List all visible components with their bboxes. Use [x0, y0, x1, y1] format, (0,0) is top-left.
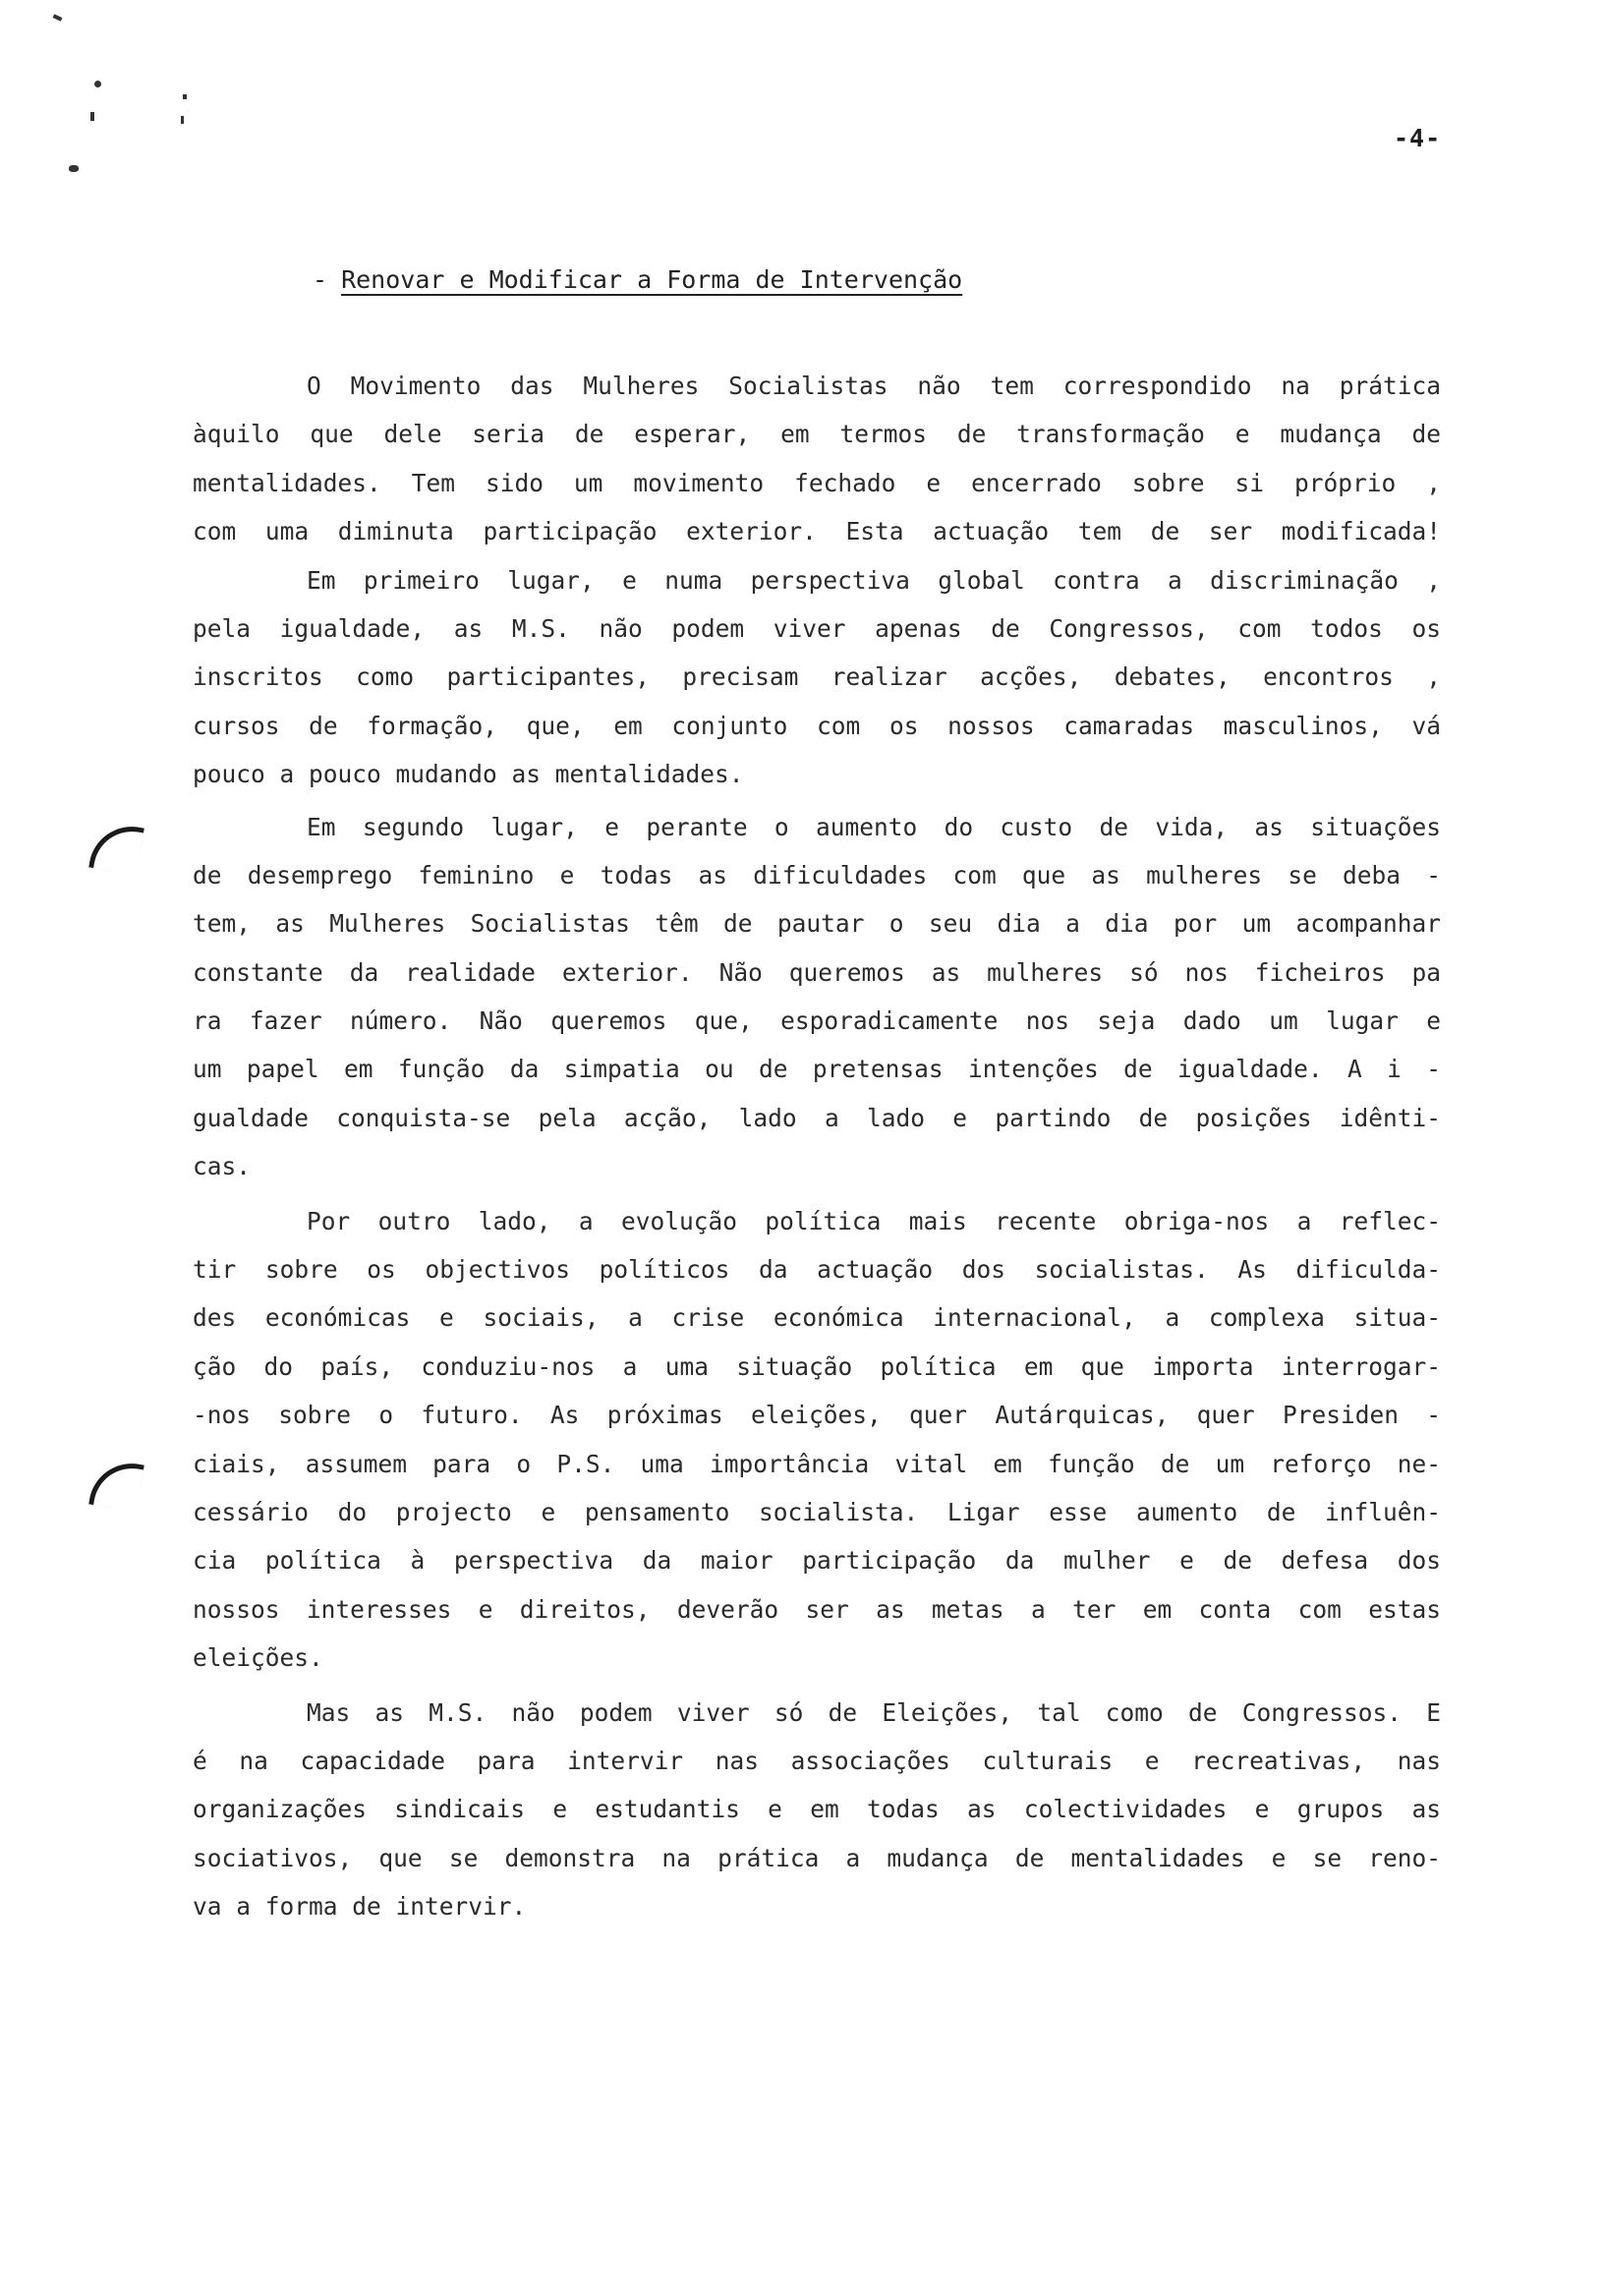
scan-mark — [94, 81, 101, 87]
text-line: constante da realidade exterior. Não queremos as mulheres só nos ficheiros pa — [193, 957, 1441, 987]
paragraph — [193, 362, 1441, 556]
paragraph — [193, 556, 1441, 799]
document-body — [193, 362, 1441, 1943]
page-number: -4- — [1394, 124, 1442, 152]
text-line: mentalidades. Tem sido um movimento fechado e encerrado sobre si próprio , — [193, 468, 1441, 497]
text-line: um papel em função da simpatia ou de pretensas intenções de igualdade. A i - — [193, 1055, 1441, 1084]
text-line: organizações sindicais e estudantis e em todas as colectividades e grupos as — [193, 1795, 1441, 1824]
punch-hole-mark — [88, 820, 144, 876]
text-line: de desemprego feminino e todas as dificuldades com que as mulheres se deba - — [193, 860, 1441, 890]
paragraph — [193, 803, 1441, 1191]
paragraph — [193, 1689, 1441, 1931]
text-line: sociativos, que se demonstra na prática a mudança de mentalidades e se reno- — [193, 1843, 1441, 1872]
text-line: cas. — [193, 1152, 252, 1181]
text-line: tem, as Mulheres Socialistas têm de pautar o seu dia a dia por um acompanhar — [193, 909, 1441, 939]
scan-mark — [183, 94, 187, 99]
text-line: cessário do projecto e pensamento socialista. Ligar esse aumento de influên- — [193, 1497, 1441, 1526]
text-line: ciais, assumem para o P.S. uma importância vital em função de um reforço ne- — [193, 1449, 1441, 1478]
punch-hole-mark — [88, 1457, 144, 1513]
text-line: -nos sobre o futuro. As próximas eleições, quer Autárquicas, quer Presiden - — [193, 1401, 1441, 1430]
text-line: tir sobre os objectivos políticos da actuação dos socialistas. As dificulda- — [193, 1255, 1441, 1285]
text-line: nossos interesses e direitos, deverão ser as metas a ter em conta com estas — [193, 1594, 1441, 1624]
text-line: Por outro lado, a evolução política mais recente obriga-nos a reflec- — [307, 1206, 1441, 1235]
text-line: cursos de formação, que, em conjunto com os nossos camaradas masculinos, vá — [193, 711, 1441, 740]
text-line: inscritos como participantes, precisam realizar acções, debates, encontros , — [193, 662, 1441, 692]
text-line: va a forma de intervir. — [193, 1892, 527, 1922]
scan-mark — [181, 116, 184, 124]
text-line: com uma diminuta participação exterior. Esta actuação tem de ser modificada! — [193, 517, 1441, 546]
text-line: Mas as M.S. não podem viver só de Eleições, tal como de Congressos. E — [307, 1697, 1441, 1727]
text-line: pouco a pouco mudando as mentalidades. — [193, 760, 744, 789]
text-line: é na capacidade para intervir nas associações culturais e recreativas, nas — [193, 1746, 1441, 1775]
heading-title: Renovar e Modificar a Forma de Intervenção — [341, 265, 963, 294]
scan-mark — [53, 14, 63, 21]
text-line: eleições. — [193, 1643, 323, 1673]
text-line: gualdade conquista-se pela acção, lado a lado e partindo de posições idênti- — [193, 1103, 1441, 1132]
text-line: ra fazer número. Não queremos que, esporadicamente nos seja dado um lugar e — [193, 1006, 1441, 1036]
text-line: ção do país, conduziu-nos a uma situação política em que importa interrogar- — [193, 1351, 1441, 1381]
text-line: pela igualdade, as M.S. não podem viver apenas de Congressos, com todos os — [193, 613, 1441, 643]
heading-dash: - — [313, 265, 328, 294]
scan-mark — [90, 112, 94, 121]
scan-mark — [69, 165, 79, 172]
paragraph — [193, 1197, 1441, 1683]
text-line: àquilo que dele seria de esperar, em termos de transformação e mudança de — [193, 420, 1441, 449]
text-line: cia política à perspectiva da maior participação da mulher e de defesa dos — [193, 1546, 1441, 1576]
text-line: des económicas e sociais, a crise económica internacional, a complexa situa- — [193, 1303, 1441, 1333]
text-line: Em segundo lugar, e perante o aumento do custo de vida, as situações — [307, 812, 1441, 841]
section-heading — [313, 265, 962, 294]
text-line: Em primeiro lugar, e numa perspectiva global contra a discriminação , — [307, 565, 1441, 595]
text-line: O Movimento das Mulheres Socialistas não tem correspondido na prática — [307, 372, 1441, 400]
